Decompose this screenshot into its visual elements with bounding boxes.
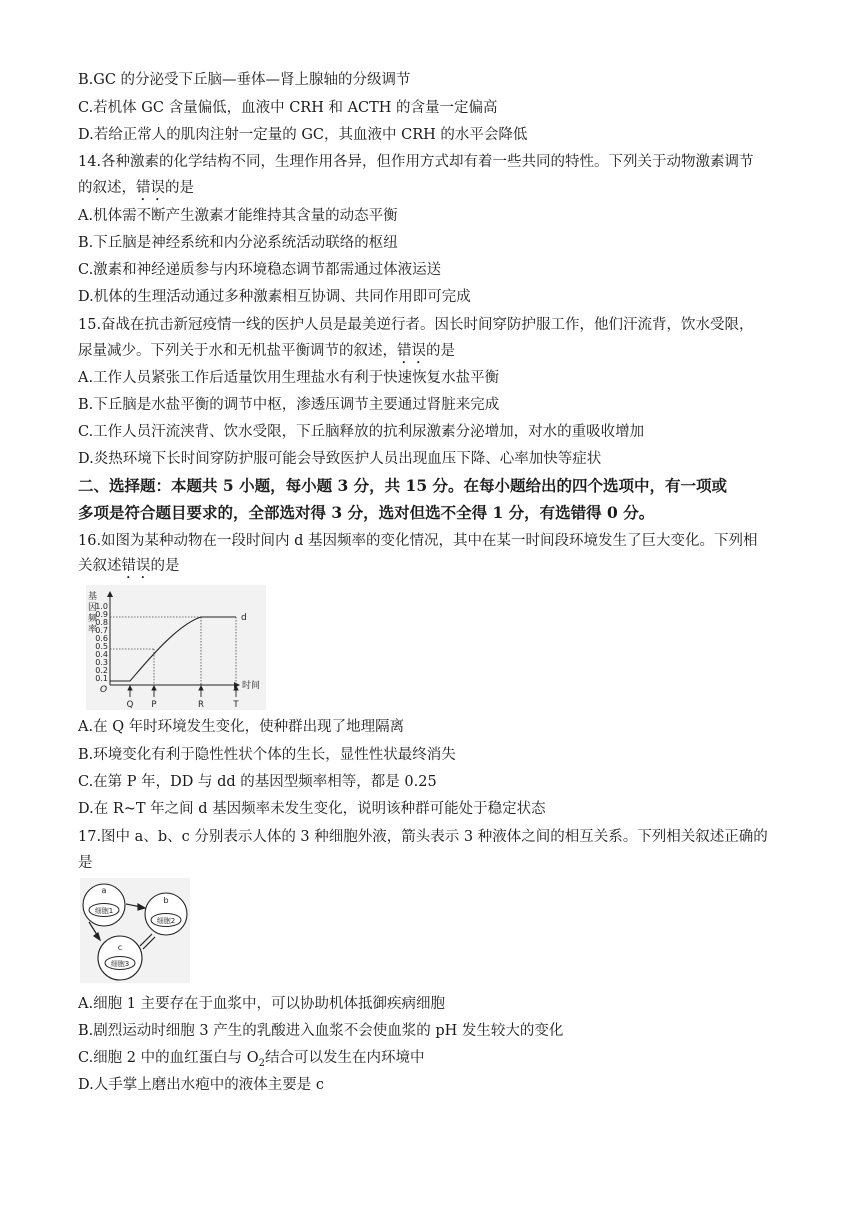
y-tick: 0.1 xyxy=(95,674,108,683)
q14-option-c: C.激素和神经递质参与内环境稳态调节都需通过体液运送 xyxy=(78,262,442,278)
q14-option-d: D.机体的生理活动通过多种激素相互协调、共同作用即可完成 xyxy=(78,289,471,305)
y-tick: 0.6 xyxy=(95,634,108,643)
y-tick: 0.9 xyxy=(95,610,108,619)
q15-option-d: D.炎热环境下长时间穿防护服可能会导致医护人员出现血压下降、心率加快等症状 xyxy=(78,451,602,467)
q17-option-b: B.剧烈运动时细胞 3 产生的乳酸进入血浆不会使血浆的 pH 发生较大的变化 xyxy=(78,1023,564,1039)
q15-option-c: C.工作人员汗流浃背、饮水受限，下丘脑释放的抗利尿激素分泌增加，对水的重吸收增加 xyxy=(78,424,645,440)
ylabel-char: 因 xyxy=(88,603,98,613)
q14-stem-line1: 14.各种激素的化学结构不同，生理作用各异，但作用方式却有着一些共同的特性。下列关于动物激素调节 xyxy=(78,154,754,170)
q16-option-c: C.在第 P 年，DD 与 dd 的基因型频率相等，都是 0.25 xyxy=(78,774,437,790)
x-tick: T xyxy=(233,700,239,710)
origin-label: O xyxy=(100,685,108,695)
q16-stem-line2: 关叙述错误的是 xyxy=(78,558,180,574)
section2-heading-line2: 多项是符合题目要求的，全部选对得 3 分，选对但选不全得 1 分，有选错得 0 分。 xyxy=(78,503,655,522)
curve-label: d xyxy=(241,613,247,623)
q15-option-b: B.下丘脑是水盐平衡的调节中枢，渗透压调节主要通过肾脏来完成 xyxy=(78,397,500,413)
y-tick: 1.0 xyxy=(95,602,108,611)
q16-option-b: B.环境变化有利于隐性性状个体的生长，显性性状最终消失 xyxy=(78,747,456,763)
q15-stem-line2: 尿量减少。下列关于水和无机盐平衡调节的叙述，错误的是 xyxy=(78,343,455,359)
y-tick: 0.5 xyxy=(95,642,108,651)
q15-stem-line1: 15.奋战在抗击新冠疫情一线的医护人员是最美逆行者。因长时间穿防护服工作，他们汗流背，饮水受限， xyxy=(78,317,754,333)
q15-option-a: A.工作人员紧张工作后适量饮用生理盐水有利于快速恢复水盐平衡 xyxy=(78,370,500,386)
q14-stem-line2: 的叙述，错误的是 xyxy=(78,180,194,196)
ylabel-char: 率 xyxy=(88,625,98,635)
label-cell2: 细胞2 xyxy=(156,917,176,925)
q17-option-d: D.人手掌上磨出水疱中的液体主要是 c xyxy=(78,1077,324,1093)
label-c: c xyxy=(117,943,123,952)
q14-option-a: A.机体需不断产生激素才能维持其含量的动态平衡 xyxy=(78,208,398,224)
q17-stem-line1: 17.图中 a、b、c 分别表示人体的 3 种细胞外液，箭头表示 3 种液体之间的相互关系。下列相关叙述正确的 xyxy=(78,829,768,845)
graph-background xyxy=(86,585,266,710)
q14-option-b: B.下丘脑是神经系统和内分泌系统活动联络的枢纽 xyxy=(78,235,398,251)
y-tick: 0.8 xyxy=(95,618,108,627)
q13-option-b: B.GC 的分泌受下丘脑—垂体—肾上腺轴的分级调节 xyxy=(78,72,411,88)
q13-option-c: C.若机体 GC 含量偏低，血液中 CRH 和 ACTH 的含量一定偏高 xyxy=(78,100,498,116)
ylabel-char: 基 xyxy=(88,592,98,602)
label-b: b xyxy=(163,896,169,905)
ylabel-char: 频 xyxy=(88,614,98,624)
y-tick: 0.4 xyxy=(95,650,108,659)
label-cell3: 细胞3 xyxy=(110,960,130,968)
x-tick: P xyxy=(151,700,157,710)
q16-stem-line1: 16.如图为某种动物在一段时间内 d 基因频率的变化情况，其中在某一时间段环境发生了巨大变化。下列相 xyxy=(78,533,758,549)
x-tick: Q xyxy=(126,700,134,710)
label-a: a xyxy=(101,886,107,895)
section2-heading-line1: 二、选择题：本题共 5 小题，每小题 3 分，共 15 分。在每小题给出的四个选项中，有一项或 xyxy=(78,476,728,495)
q16-option-a: A.在 Q 年时环境发生变化，使种群出现了地理隔离 xyxy=(78,719,405,735)
label-cell1: 细胞1 xyxy=(94,907,114,915)
y-tick: 0.3 xyxy=(95,658,108,667)
q17-stem-line2: 是 xyxy=(78,855,93,871)
q16-gene-frequency-graph xyxy=(86,585,266,710)
x-tick: R xyxy=(198,700,204,710)
q16-option-d: D.在 R~T 年之间 d 基因频率未发生变化，说明该种群可能处于稳定状态 xyxy=(78,801,546,817)
q17-option-a: A.细胞 1 主要存在于血浆中，可以协助机体抵御疾病细胞 xyxy=(78,996,446,1012)
q17-option-c: C.细胞 2 中的血红蛋白与 $O_2$结合可以发生在内环境中 xyxy=(78,1050,425,1069)
y-tick: 0.7 xyxy=(95,626,108,635)
y-tick: 0.2 xyxy=(95,666,108,675)
y-tick-labels xyxy=(95,602,108,683)
x-axis-label: 时间 xyxy=(242,681,261,691)
q17-body-fluids-diagram xyxy=(80,878,190,983)
q13-option-d: D.若给正常人的肌肉注射一定量的 GC，其血液中 CRH 的水平会降低 xyxy=(78,127,528,143)
